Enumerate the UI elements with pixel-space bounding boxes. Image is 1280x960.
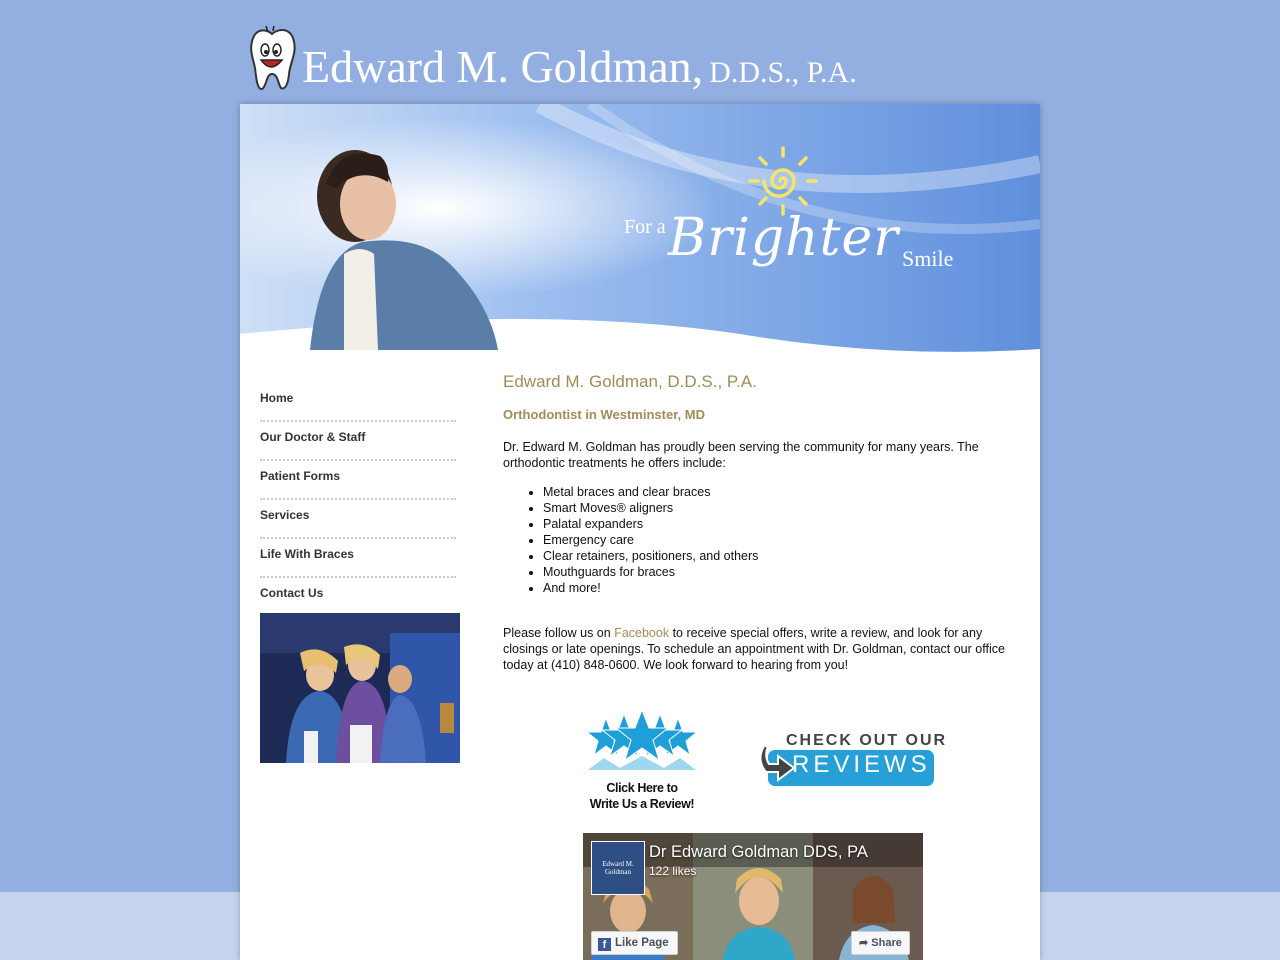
- sidebar-nav: [260, 384, 456, 618]
- check-reviews-button[interactable]: [754, 728, 948, 790]
- follow-paragraph: [503, 625, 1013, 673]
- page-subtitle: Orthodontist in Westminster, MD: [503, 407, 705, 422]
- list-item: • And more!: [543, 580, 1013, 596]
- banner-tagline: [624, 208, 1004, 298]
- tagline-smile: Smile: [902, 246, 954, 271]
- facebook-like-count: 122 likes: [649, 864, 697, 878]
- logo-name: Edward M. Goldman,: [302, 41, 704, 92]
- page-title: Edward M. Goldman, D.D.S., P.A.: [503, 372, 757, 391]
- nav-item-our-doctor-staff[interactable]: Our Doctor & Staff: [260, 423, 456, 461]
- site-logo[interactable]: [246, 26, 866, 96]
- follow-text-end: to receive special offers, write a review, and look for any closings or late openings. To schedule an appointment with Dr. Goldman, contact our office today at (410) 848-0600. We look forward to hearing from you!: [503, 626, 1005, 672]
- tagline-brighter: Brighter: [668, 208, 900, 268]
- logo-text: [302, 40, 857, 100]
- write-review-line1: Click Here to: [606, 781, 678, 795]
- facebook-like-button[interactable]: [591, 931, 678, 955]
- facebook-logo-icon: f: [598, 938, 611, 951]
- like-button-label: Like Page: [615, 937, 669, 949]
- write-review-button[interactable]: [584, 710, 700, 814]
- list-item: • Emergency care: [543, 532, 1013, 548]
- facebook-page-avatar[interactable]: [591, 841, 645, 895]
- main-card: [240, 104, 1040, 960]
- nav-item-life-with-braces[interactable]: Life With Braces: [260, 540, 456, 578]
- nav-item-services[interactable]: Services: [260, 501, 456, 539]
- facebook-page-name[interactable]: Dr Edward Goldman DDS, PA: [649, 843, 868, 861]
- tooth-mascot-icon: [246, 26, 298, 92]
- list-item: • Clear retainers, positioners, and others: [543, 548, 1013, 564]
- nav-item-contact-us[interactable]: Contact Us: [260, 579, 456, 617]
- stars-icon: [584, 710, 700, 780]
- nav-item-patient-forms[interactable]: Patient Forms: [260, 462, 456, 500]
- check-out-label: CHECK OUT OUR: [786, 732, 948, 749]
- logo-suffix: D.D.S., P.A.: [709, 56, 857, 89]
- list-item: • Smart Moves® aligners: [543, 500, 1013, 516]
- follow-text-start: Please follow us on: [503, 626, 615, 640]
- facebook-avatar-text: Edward M. Goldman: [602, 860, 634, 876]
- tagline-for-a: For a: [624, 216, 666, 238]
- share-arrow-icon: ➦: [859, 937, 872, 949]
- list-item: • Mouthguards for braces: [543, 564, 1013, 580]
- list-item: • Palatal expanders: [543, 516, 1013, 532]
- facebook-link[interactable]: Facebook: [614, 626, 670, 640]
- sun-icon: [748, 146, 818, 216]
- write-review-caption: [584, 780, 700, 812]
- write-review-line2: Write Us a Review!: [589, 797, 695, 811]
- curved-arrow-icon: [754, 742, 798, 784]
- facebook-share-button[interactable]: [851, 931, 910, 955]
- main-content: [503, 374, 1013, 673]
- facebook-page-widget[interactable]: [583, 833, 923, 960]
- staff-photo: [260, 613, 460, 763]
- nav-item-home[interactable]: Home: [260, 384, 456, 422]
- share-button-label: Share: [871, 937, 902, 949]
- treatments-list: [503, 484, 1013, 596]
- reviews-label: REVIEWS: [792, 751, 931, 778]
- intro-paragraph: Dr. Edward M. Goldman has proudly been serving the community for many years. The orthodontic treatments he offers include:: [503, 440, 979, 470]
- list-item: • Metal braces and clear braces: [543, 484, 1013, 500]
